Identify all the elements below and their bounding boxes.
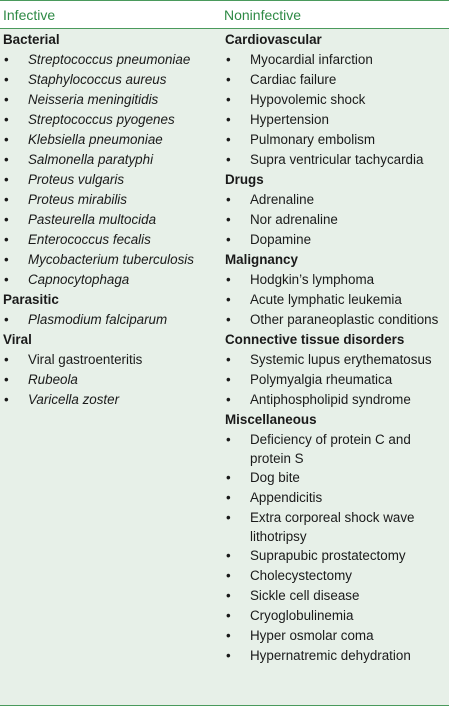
header-noninfective: Noninfective: [224, 7, 302, 23]
list-item-label: Cholecystectomy: [250, 568, 352, 583]
list-item: [0, 110, 220, 130]
list-item: [0, 170, 220, 190]
list-item-label: Nor adrenaline: [250, 212, 338, 227]
list-item: [222, 468, 448, 488]
bullet-icon: •: [4, 392, 9, 407]
list-item: [0, 370, 220, 390]
list-item: [222, 230, 448, 250]
list-item: [222, 390, 448, 410]
header-infective: Infective: [3, 7, 56, 23]
section-miscellaneous: Miscellaneous: [225, 412, 317, 427]
bullet-icon: •: [226, 568, 231, 583]
bullet-icon: •: [4, 192, 9, 207]
bullet-icon: •: [226, 352, 231, 367]
list-item-label: Hypertension: [250, 112, 329, 127]
list-item: [0, 350, 220, 370]
list-item: [222, 606, 448, 626]
list-item-label: Hypovolemic shock: [250, 92, 366, 107]
bullet-icon: •: [226, 52, 231, 67]
infective-column: [0, 30, 220, 410]
bullet-icon: •: [226, 432, 231, 447]
bullet-icon: •: [226, 588, 231, 603]
bullet-icon: •: [4, 152, 9, 167]
list-item: [222, 50, 448, 70]
list-item: [222, 210, 448, 230]
list-item-label: Dog bite: [250, 470, 300, 485]
list-item: [222, 626, 448, 646]
list-item-label: Varicella zoster: [28, 392, 120, 407]
list-item: [222, 290, 448, 310]
bullet-icon: •: [226, 292, 231, 307]
bullet-icon: •: [4, 352, 9, 367]
list-item: [0, 210, 220, 230]
list-item-label: Adrenaline: [250, 192, 315, 207]
table-header: [0, 0, 449, 29]
list-item: [222, 370, 448, 390]
list-item-label: Enterococcus fecalis: [28, 232, 151, 247]
bullet-icon: •: [226, 608, 231, 623]
section-connective-tissue-disorders: Connective tissue disorders: [225, 332, 405, 347]
bullet-icon: •: [226, 152, 231, 167]
bullet-icon: •: [4, 52, 9, 67]
list-item-label: Pulmonary embolism: [250, 132, 376, 147]
list-item: [0, 310, 220, 330]
list-item-label: Cardiac failure: [250, 72, 337, 87]
section-malignancy: Malignancy: [225, 252, 298, 267]
bullet-icon: •: [4, 232, 9, 247]
bullet-icon: •: [4, 172, 9, 187]
bullet-icon: •: [226, 72, 231, 87]
list-item: [0, 130, 220, 150]
list-item-label: Cryoglobulinemia: [250, 608, 354, 623]
list-item-label: Neisseria meningitidis: [28, 92, 159, 107]
list-item-label: Plasmodium falciparum: [28, 312, 168, 327]
list-item: [0, 150, 220, 170]
bullet-icon: •: [226, 470, 231, 485]
list-item: [0, 90, 220, 110]
bullet-icon: •: [4, 312, 9, 327]
list-item: [222, 430, 448, 468]
list-item-label: Capnocytophaga: [28, 272, 130, 287]
list-item-label: Pasteurella multocida: [28, 212, 157, 227]
bullet-icon: •: [226, 312, 231, 327]
list-item: [222, 646, 448, 666]
list-item: [222, 190, 448, 210]
list-item: [222, 70, 448, 90]
list-item-label: Salmonella paratyphi: [28, 152, 154, 167]
bullet-icon: •: [4, 132, 9, 147]
list-item: [222, 310, 448, 330]
list-item-label: Antiphospholipid syndrome: [250, 392, 411, 407]
list-item: [222, 488, 448, 508]
section-parasitic: Parasitic: [3, 292, 59, 307]
section-viral: Viral: [3, 332, 32, 347]
bullet-icon: •: [226, 372, 231, 387]
list-item: [0, 270, 220, 290]
list-item-label: Klebsiella pneumoniae: [28, 132, 163, 147]
list-item-label: Streptococcus pyogenes: [28, 112, 175, 127]
section-cardiovascular: Cardiovascular: [225, 32, 322, 47]
list-item: [0, 190, 220, 210]
list-item-label: Systemic lupus erythematosus: [250, 352, 432, 367]
bullet-icon: •: [4, 372, 9, 387]
bullet-icon: •: [226, 392, 231, 407]
list-item: [222, 586, 448, 606]
bullet-icon: •: [226, 648, 231, 663]
list-item-label: Polymyalgia rheumatica: [250, 372, 393, 387]
list-item: [0, 250, 220, 270]
list-item-label: Extra corporeal shock wave lithotripsy: [250, 510, 415, 544]
list-item-label: Deficiency of protein C and protein S: [250, 432, 411, 466]
list-item-label: Viral gastroenteritis: [28, 352, 143, 367]
list-item: [222, 566, 448, 586]
list-item-label: Hypernatremic dehydration: [250, 648, 411, 663]
list-item-label: Rubeola: [28, 372, 78, 387]
list-item: [222, 130, 448, 150]
bullet-icon: •: [226, 212, 231, 227]
bullet-icon: •: [226, 628, 231, 643]
list-item: [222, 546, 448, 566]
list-item-label: Proteus mirabilis: [28, 192, 127, 207]
list-item: [0, 230, 220, 250]
list-item-label: Appendicitis: [250, 490, 323, 505]
list-item: [0, 70, 220, 90]
bullet-icon: •: [4, 252, 9, 267]
list-item-label: Hodgkin’s lymphoma: [250, 272, 375, 287]
bullet-icon: •: [226, 510, 231, 525]
section-drugs: Drugs: [225, 172, 264, 187]
list-item-label: Supra ventricular tachycardia: [250, 152, 424, 167]
list-item-label: Proteus vulgaris: [28, 172, 125, 187]
list-item-label: Sickle cell disease: [250, 588, 360, 603]
bullet-icon: •: [226, 232, 231, 247]
bullet-icon: •: [4, 272, 9, 287]
list-item: [0, 390, 220, 410]
bullet-icon: •: [226, 132, 231, 147]
noninfective-column: [222, 30, 448, 666]
bullet-icon: •: [226, 272, 231, 287]
bullet-icon: •: [4, 92, 9, 107]
list-item: [0, 50, 220, 70]
list-item: [222, 150, 448, 170]
list-item-label: Streptococcus pneumoniae: [28, 52, 191, 67]
list-item-label: Myocardial infarction: [250, 52, 373, 67]
bullet-icon: •: [226, 112, 231, 127]
section-bacterial: Bacterial: [3, 32, 60, 47]
list-item-label: Hyper osmolar coma: [250, 628, 374, 643]
list-item: [222, 110, 448, 130]
list-item-label: Mycobacterium tuberculosis: [28, 252, 194, 267]
list-item: [222, 270, 448, 290]
bullet-icon: •: [226, 490, 231, 505]
bullet-icon: •: [4, 112, 9, 127]
bullet-icon: •: [226, 92, 231, 107]
list-item-label: Dopamine: [250, 232, 312, 247]
bullet-icon: •: [4, 72, 9, 87]
list-item: [222, 90, 448, 110]
list-item: [222, 508, 448, 546]
list-item-label: Staphylococcus aureus: [28, 72, 167, 87]
list-item: [222, 350, 448, 370]
bullet-icon: •: [226, 192, 231, 207]
bullet-icon: •: [226, 548, 231, 563]
list-item-label: Acute lymphatic leukemia: [250, 292, 402, 307]
list-item-label: Suprapubic prostatectomy: [250, 548, 406, 563]
list-item-label: Other paraneoplastic conditions: [250, 312, 439, 327]
bullet-icon: •: [4, 212, 9, 227]
